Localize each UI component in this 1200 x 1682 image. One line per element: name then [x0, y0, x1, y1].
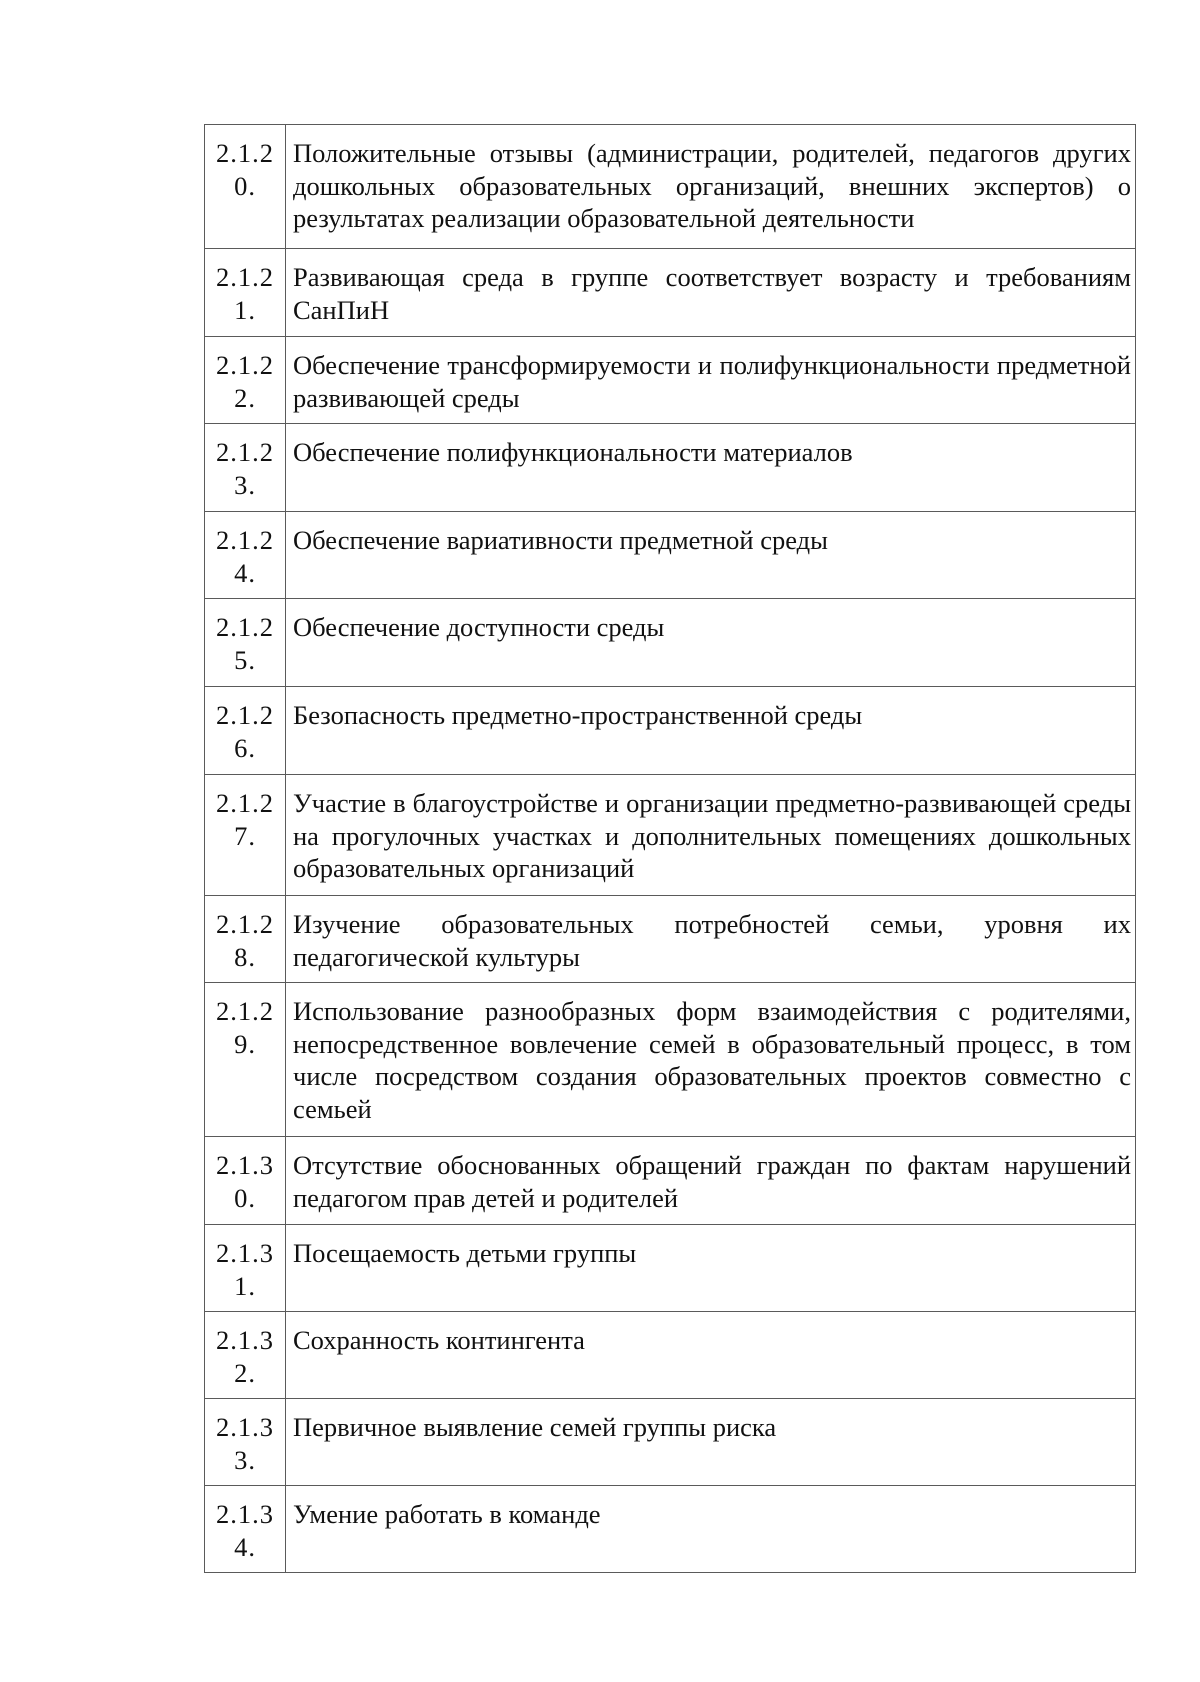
row-text-cell	[286, 1312, 1136, 1399]
row-number: 2.1.29.	[216, 996, 274, 1059]
row-number-cell	[205, 1225, 286, 1312]
row-number: 2.1.30.	[216, 1150, 274, 1213]
row-number: 2.1.28.	[216, 909, 274, 972]
row-number: 2.1.21.	[216, 262, 274, 325]
row-number-cell	[205, 337, 286, 424]
row-text-cell	[286, 687, 1136, 775]
table-row	[205, 125, 1136, 249]
row-text: Развивающая среда в группе соответствует возрасту и требованиям СанПиН	[293, 262, 1131, 325]
row-text-cell	[286, 337, 1136, 424]
row-text: Сохранность контингента	[293, 1325, 585, 1355]
row-text: Участие в благоустройстве и организации предметно-развивающей среды на прогулочных участках и дополнительных помещениях дошкольных образовательных организаций	[293, 788, 1131, 883]
table-row	[205, 1399, 1136, 1486]
row-text: Безопасность предметно-пространственной среды	[293, 700, 863, 730]
row-number: 2.1.32.	[216, 1325, 274, 1388]
row-number-cell	[205, 1399, 286, 1486]
row-number: 2.1.25.	[216, 612, 274, 675]
row-text-cell	[286, 896, 1136, 983]
row-text-cell	[286, 424, 1136, 512]
table-row	[205, 687, 1136, 775]
table-row	[205, 1312, 1136, 1399]
row-text-cell	[286, 983, 1136, 1137]
row-text-cell	[286, 1486, 1136, 1573]
row-text-cell	[286, 125, 1136, 249]
row-text: Посещаемость детьми группы	[293, 1238, 637, 1268]
row-text: Отсутствие обоснованных обращений граждан по фактам нарушений педагогом прав детей и родителей	[293, 1150, 1131, 1213]
row-text: Обеспечение полифункциональности материалов	[293, 437, 853, 467]
row-text: Обеспечение трансформируемости и полифункциональности предметной развивающей среды	[293, 350, 1131, 413]
table-row	[205, 983, 1136, 1137]
row-number-cell	[205, 1486, 286, 1573]
table-row	[205, 249, 1136, 337]
row-text: Обеспечение доступности среды	[293, 612, 665, 642]
row-number: 2.1.33.	[216, 1412, 274, 1475]
row-text: Первичное выявление семей группы риска	[293, 1412, 777, 1442]
row-number: 2.1.34.	[216, 1499, 274, 1562]
row-number: 2.1.31.	[216, 1238, 274, 1301]
criteria-table	[204, 124, 1136, 1573]
row-number-cell	[205, 125, 286, 249]
table-row	[205, 512, 1136, 599]
row-number-cell	[205, 983, 286, 1137]
table-row	[205, 1137, 1136, 1225]
table-row	[205, 599, 1136, 687]
row-text-cell	[286, 1399, 1136, 1486]
row-number-cell	[205, 775, 286, 896]
row-text-cell	[286, 512, 1136, 599]
row-text-cell	[286, 599, 1136, 687]
row-number-cell	[205, 599, 286, 687]
row-text-cell	[286, 1225, 1136, 1312]
row-number-cell	[205, 512, 286, 599]
row-number: 2.1.22.	[216, 350, 274, 413]
table-row	[205, 337, 1136, 424]
row-number-cell	[205, 424, 286, 512]
row-text: Положительные отзывы (администрации, родителей, педагогов других дошкольных образовательных организаций, внешних экспертов) о результатах реализации образовательной деятельности	[293, 138, 1131, 233]
row-text: Использование разнообразных форм взаимодействия с родителями, непосредственное вовлечение семей в образовательный процесс, в том числе посредством создания образовательных проектов совместно с семьей	[293, 996, 1131, 1124]
row-text: Обеспечение вариативности предметной среды	[293, 525, 828, 555]
row-number-cell	[205, 687, 286, 775]
row-text-cell	[286, 1137, 1136, 1225]
row-number-cell	[205, 1137, 286, 1225]
row-text-cell	[286, 775, 1136, 896]
table-row	[205, 1225, 1136, 1312]
row-number: 2.1.20.	[216, 138, 274, 201]
table-row	[205, 1486, 1136, 1573]
row-text: Изучение образовательных потребностей семьи, уровня их педагогической культуры	[293, 909, 1131, 972]
row-number-cell	[205, 249, 286, 337]
row-number-cell	[205, 896, 286, 983]
row-number: 2.1.23.	[216, 437, 274, 500]
row-number: 2.1.26.	[216, 700, 274, 763]
row-number: 2.1.24.	[216, 525, 274, 588]
row-number-cell	[205, 1312, 286, 1399]
table-row	[205, 896, 1136, 983]
table-row	[205, 424, 1136, 512]
row-text-cell	[286, 249, 1136, 337]
table-row	[205, 775, 1136, 896]
row-text: Умение работать в команде	[293, 1499, 601, 1529]
row-number: 2.1.27.	[216, 788, 274, 851]
